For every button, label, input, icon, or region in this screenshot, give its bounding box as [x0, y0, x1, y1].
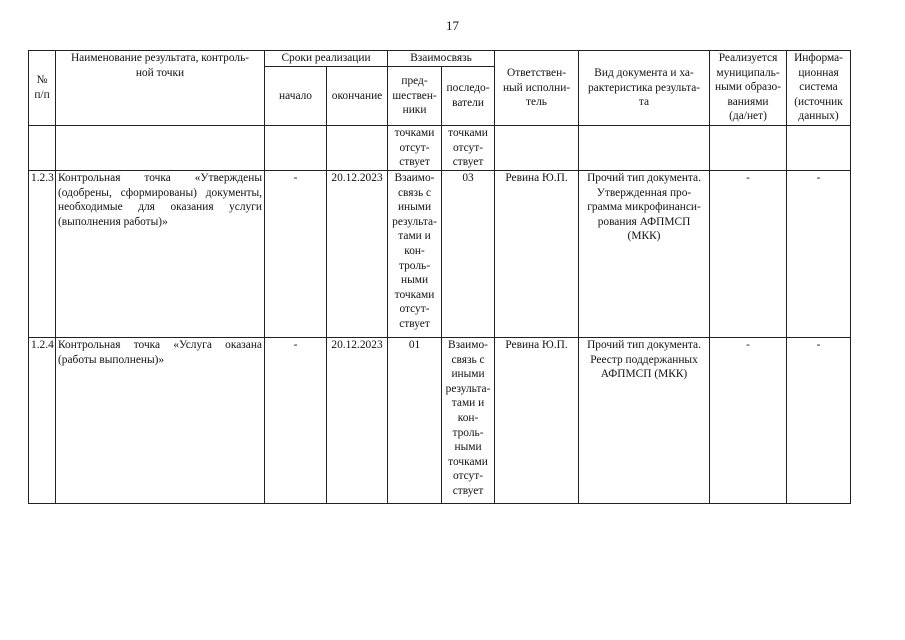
header-num: № п/п [29, 51, 56, 126]
header-successors: последо- ватели [442, 67, 495, 126]
row-name: Контрольная точка «Услуга оказана (работы выполнены)» [56, 338, 265, 504]
header-terms: Сроки реализации [265, 51, 388, 67]
row-successors: точками отсут- ствует [442, 126, 495, 171]
row-start [265, 126, 327, 171]
page-number: 17 [446, 18, 459, 33]
header-municipal: Реализуется муниципаль- ными образо- ваниями (да/нет) [710, 51, 787, 126]
row-municipal: - [710, 338, 787, 504]
row-predecessors: Взаимо- связь с иными результа- тами и кон- троль- ными точками отсут- ствует [388, 171, 442, 338]
row-doc-type: Прочий тип документа. Реестр поддержанных АФПМСП (МКК) [579, 338, 710, 504]
header-predecessors: пред- шествен- ники [388, 67, 442, 126]
header-doc-type: Вид документа и ха- рактеристика результа- та [579, 51, 710, 126]
row-info-system: - [787, 338, 851, 504]
header-name: Наименование результата, контроль- ной точки [56, 51, 265, 126]
row-name [56, 126, 265, 171]
table-row [29, 338, 851, 504]
row-end: 20.12.2023 [327, 338, 388, 504]
row-info-system: - [787, 171, 851, 338]
row-municipal [710, 126, 787, 171]
header-start: начало [265, 67, 327, 126]
row-municipal: - [710, 171, 787, 338]
row-num: 1.2.4 [29, 338, 56, 504]
row-end: 20.12.2023 [327, 171, 388, 338]
row-num: 1.2.3 [29, 171, 56, 338]
row-successors: 03 [442, 171, 495, 338]
header-link: Взаимосвязь [388, 51, 495, 67]
row-responsible [495, 126, 579, 171]
row-start: - [265, 338, 327, 504]
row-responsible: Ревина Ю.П. [495, 338, 579, 504]
table-row [29, 171, 851, 338]
row-successors: Взаимо- связь с иными результа- тами и кон- троль- ными точками отсут- ствует [442, 338, 495, 504]
row-end [327, 126, 388, 171]
row-start: - [265, 171, 327, 338]
row-responsible: Ревина Ю.П. [495, 171, 579, 338]
header-responsible: Ответствен- ный исполни- тель [495, 51, 579, 126]
header-row-1 [29, 51, 851, 67]
row-doc-type [579, 126, 710, 171]
row-predecessors: точками отсут- ствует [388, 126, 442, 171]
row-num [29, 126, 56, 171]
row-doc-type: Прочий тип документа. Утвержденная про- грамма микрофинанси- рования АФПМСП (МКК) [579, 171, 710, 338]
table-row [29, 126, 851, 171]
row-name: Контрольная точка «Утверждены (одобрены, сформированы) документы, необходимые для оказания услуги (выполнения работы)» [56, 171, 265, 338]
row-predecessors: 01 [388, 338, 442, 504]
header-info-system: Информа- ционная система (источник данных) [787, 51, 851, 126]
header-end: окончание [327, 67, 388, 126]
results-table [28, 50, 851, 504]
row-info-system [787, 126, 851, 171]
